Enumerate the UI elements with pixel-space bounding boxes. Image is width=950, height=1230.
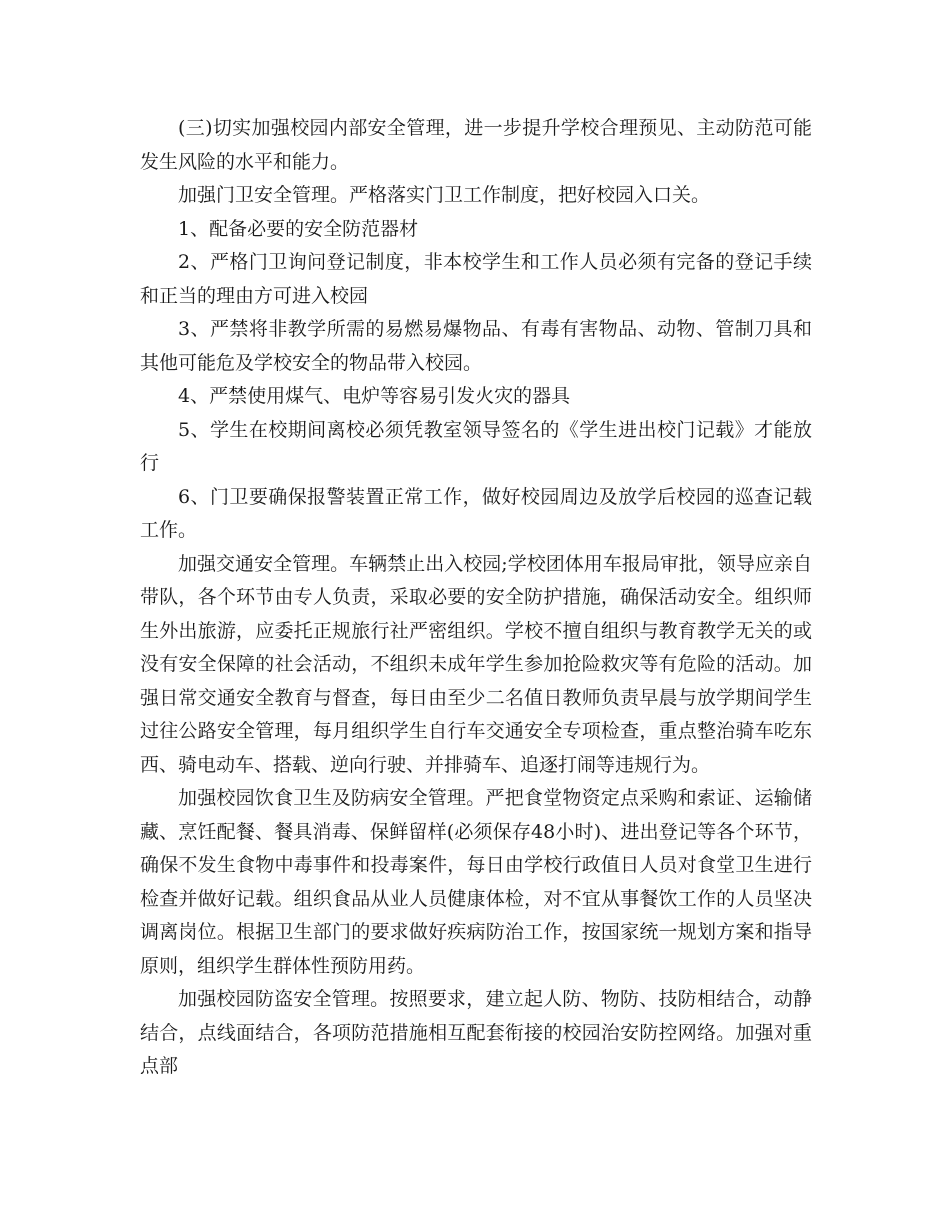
list-item-3: 3、严禁将非教学所需的易燃易爆物品、有毒有害物品、动物、管制刀具和其他可能危及学校安全的物品带入校园。 bbox=[140, 318, 812, 374]
list-item-4: 4、严禁使用煤气、电炉等容易引发火灾的器具 bbox=[178, 385, 571, 407]
paragraph-traffic-safety: 加强交通安全管理。车辆禁止出入校园;学校团体用车报局审批，领导应亲自带队，各个环节由专人负责，采取必要的安全防护措施，确保活动安全。组织师生外出旅游，应委托正规旅行社严密组织。学校不擅自组织与教育教学无关的或没有安全保障的社会活动，不组织未成年学生参加抢险救灾等有危险的活动。加强日常交通安全教育与督查，每日由至少二名值日教师负责早晨与放学期间学生过往公路安全管理，每月组织学生自行车交通安全专项检查，重点整治骑车吃东西、骑电动车、搭载、逆向行驶、并排骑车、追逐打闹等违规行为。 bbox=[140, 552, 812, 776]
list-item-1: 1、配备必要的安全防范器材 bbox=[178, 217, 419, 240]
paragraph-theft-prevention: 加强校园防盗安全管理。按照要求，建立起人防、物防、技防相结合，动静结合，点线面结合，各项防范措施相互配套衔接的校园治安防控网络。加强对重点部 bbox=[140, 988, 812, 1077]
paragraph-gate-security: 加强门卫安全管理。严格落实门卫工作制度，把好校园入口关。 bbox=[178, 184, 711, 206]
list-item-5: 5、学生在校期间离校必须凭教室领导签名的《学生进出校门记载》才能放行 bbox=[140, 418, 812, 474]
document-body bbox=[140, 112, 812, 1084]
paragraph-food-hygiene: 加强校园饮食卫生及防病安全管理。严把食堂物资定点采购和索证、运输储藏、烹饪配餐、餐具消毒、保鲜留样(必须保存48小时)、进出登记等各个环节，确保不发生食物中毒事件和投毒案件，每日由学校行政值日人员对食堂卫生进行检查并做好记载。组织食品从业人员健康体检，对不宜从事餐饮工作的人员坚决调离岗位。根据卫生部门的要求做好疾病防治工作，按国家统一规划方案和指导原则，组织学生群体性预防用药。 bbox=[140, 787, 812, 977]
paragraph-section-heading: (三)切实加强校园内部安全管理，进一步提升学校合理预见、主动防范可能发生风险的水平和能力。 bbox=[140, 117, 812, 173]
list-item-6: 6、门卫要确保报警装置正常工作，做好校园周边及放学后校园的巡查记载工作。 bbox=[140, 485, 812, 541]
list-item-2: 2、严格门卫询问登记制度，非本校学生和工作人员必须有完备的登记手续和正当的理由方可进入校园 bbox=[140, 251, 812, 307]
